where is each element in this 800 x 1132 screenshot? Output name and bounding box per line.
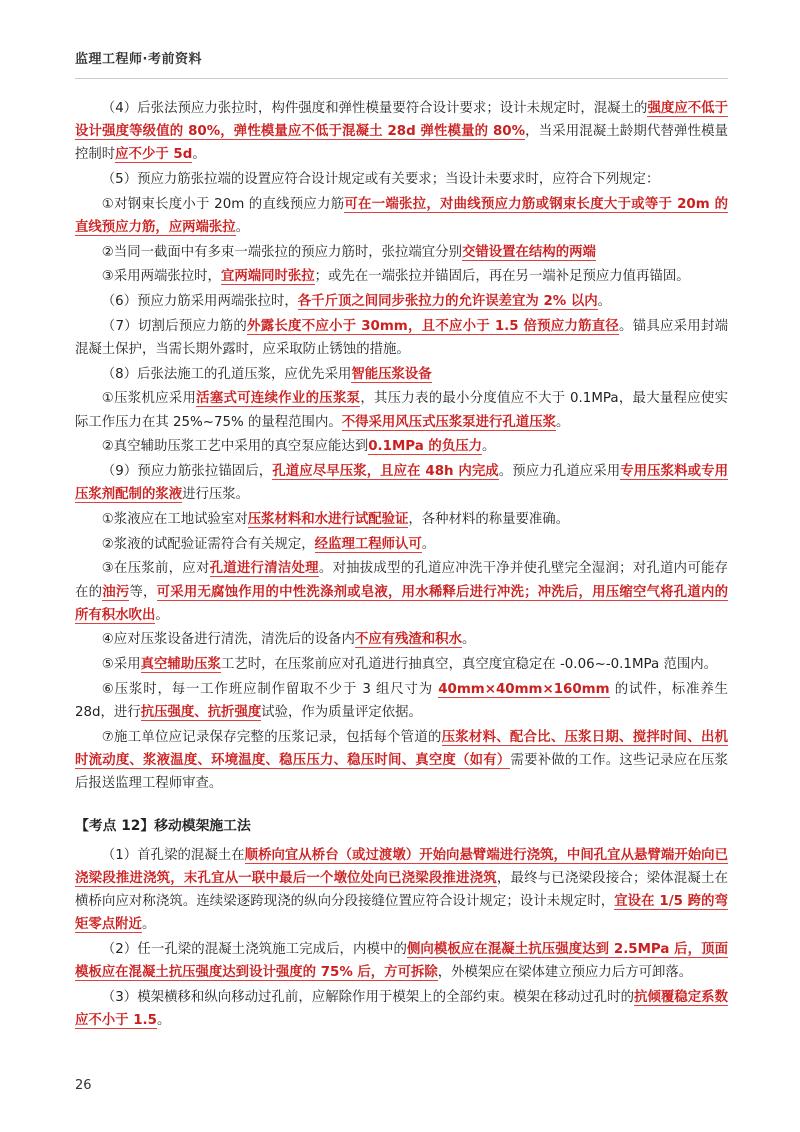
paragraph bbox=[75, 265, 728, 288]
text-run: ，其压力表的最小分度值应不大于 0.1MPa，最大量程应使实际工作压力在其 25%~75% 的量程范围内。 bbox=[75, 391, 728, 430]
text-run: 。 bbox=[461, 632, 476, 648]
highlighted-text: 0.1MPa 的负压力 bbox=[368, 439, 482, 455]
paragraph bbox=[75, 557, 728, 627]
text-run: ，各种材料的称量要准确。 bbox=[408, 511, 570, 527]
text-run: 。锚具应采用封端混凝土保护，当需长期外露时，应采取防止锈蚀的措施。 bbox=[75, 318, 728, 358]
highlighted-text: 宜设在 1/5 跨的弯矩零点附近 bbox=[75, 894, 729, 933]
highlighted-text: 压浆材料、配合比、压浆日期、搅拌时间、出机时流动度、浆液温度、环境温度、稳压压力、稳压时间、真空度（如有） bbox=[75, 729, 728, 768]
text-run: 。对抽拔成型的孔道应冲洗干净并使孔壁完全湿润；对孔道内可能存在的 bbox=[75, 561, 729, 600]
text-run: （3）模架横移和纵向移动过孔前，应解除作用于模架上的全部约束。模架在移动过孔时的 bbox=[101, 989, 635, 1005]
paragraph bbox=[75, 290, 728, 313]
paragraph bbox=[75, 363, 728, 386]
paragraph bbox=[75, 726, 728, 796]
highlighted-text: 侧向模板应在混凝土抗压强度达到 2.5MPa 后，顶面模板应在混凝土抗压强度达到设计强度的 75% 后，方可拆除 bbox=[75, 941, 729, 981]
text-run: 。 bbox=[141, 917, 156, 933]
header-divider bbox=[75, 78, 728, 79]
paragraph bbox=[75, 628, 728, 651]
section-heading: 【考点 12】移动模架施工法 bbox=[75, 818, 251, 835]
text-run: 。 bbox=[155, 607, 169, 623]
highlighted-text: 应不少于 5d bbox=[115, 147, 193, 163]
highlighted-text: 真空辅助压浆 bbox=[140, 657, 221, 673]
text-run: 。 bbox=[597, 294, 612, 310]
text-run: （1）首孔梁的混凝土在 bbox=[101, 847, 245, 863]
text-run: （7）切割后预应力筋的 bbox=[101, 318, 248, 334]
text-run: ，当采用混凝土龄期代替弹性模量控制时 bbox=[75, 124, 729, 163]
highlighted-text: 不应有残渣和积水 bbox=[354, 632, 462, 648]
paragraph bbox=[75, 387, 728, 433]
highlighted-text: 智能压浆设备 bbox=[351, 366, 432, 382]
paragraph bbox=[75, 508, 728, 531]
paragraph bbox=[75, 193, 728, 239]
text-run: ⑦施工单位应记录保存完整的压浆记录，包括每个管道的 bbox=[101, 729, 442, 745]
text-run: 工艺时，在压浆前应对孔道进行抽真空，真空度宜稳定在 -0.06~-0.1MPa 范围内。 bbox=[220, 657, 718, 673]
paragraph bbox=[75, 97, 728, 167]
highlighted-text: 压浆材料和水进行试配验证 bbox=[247, 511, 409, 527]
text-run: 。 bbox=[156, 1013, 171, 1029]
document-body bbox=[75, 97, 728, 1034]
highlighted-text: 外露长度不应小于 30mm，且不应小于 1.5 倍预应力筋直径 bbox=[247, 318, 620, 334]
text-run: 。 bbox=[555, 414, 570, 430]
text-run: （9）预应力筋张拉锚固后， bbox=[101, 464, 273, 480]
prestress-section bbox=[75, 97, 728, 795]
text-run: ②当同一截面中有多束一端张拉的预应力筋时，张拉端宜分别 bbox=[101, 244, 462, 260]
highlighted-text: 40mm×40mm×160mm bbox=[438, 681, 610, 697]
paragraph bbox=[75, 678, 728, 724]
paragraph bbox=[75, 844, 728, 937]
text-run: ③采用两端张拉时， bbox=[101, 269, 221, 285]
highlighted-text: 可采用无腐蚀作用的中性洗涤剂或皂液，用水稀释后进行冲洗；冲洗后，用压缩空气将孔道内的所有积水吹出 bbox=[75, 584, 729, 623]
text-run: 需要补做的工作。这些记录应在压浆后报送监理工程师审查。 bbox=[75, 752, 729, 792]
highlighted-text: 抗压强度、抗折强度 bbox=[140, 705, 262, 721]
text-run: ；或先在一端张拉并锚固后，再在另一端补足预应力值再锚固。 bbox=[314, 269, 690, 285]
paragraph bbox=[75, 533, 728, 556]
highlighted-text: 交错设置在结构的两端 bbox=[461, 244, 596, 260]
text-run: （6）预应力筋采用两端张拉时， bbox=[101, 294, 298, 310]
text-run: （4）后张法预应力张拉时，构件强度和弹性模量要符合设计要求；设计未规定时，混凝土的 bbox=[101, 101, 648, 116]
highlighted-text: 可在一端张拉，对曲线预应力筋或钢束长度大于或等于 20m 的直线预应力筋，应两端张拉 bbox=[75, 196, 728, 236]
highlighted-text: 各千斤顶之间同步张拉力的允许误差宜为 2% 以内 bbox=[297, 294, 598, 310]
text-run: （8）后张法施工的孔道压浆，应优先采用 bbox=[101, 366, 352, 382]
highlighted-text: 活塞式可连续作业的压浆泵 bbox=[196, 391, 361, 407]
highlighted-text: 油污 bbox=[102, 584, 130, 600]
page-number: 26 bbox=[75, 1078, 92, 1093]
highlighted-text: 抗倾覆稳定系数应不小于 1.5 bbox=[75, 989, 728, 1029]
text-run: ④应对压浆设备进行清洗，清洗后的设备内 bbox=[101, 632, 355, 648]
text-run: 。 bbox=[421, 536, 436, 552]
text-run: ③在压浆前，应对 bbox=[101, 561, 210, 577]
page-header: 监理工程师·考前资料 bbox=[75, 52, 202, 67]
text-run: ⑤采用 bbox=[101, 657, 141, 673]
paragraph bbox=[75, 435, 728, 458]
text-run: ②真空辅助压浆工艺中采用的真空泵应能达到 bbox=[101, 439, 369, 455]
highlighted-text: 不得采用风压式压浆泵进行孔道压浆 bbox=[341, 414, 556, 430]
text-run: 进行压浆。 bbox=[182, 487, 250, 503]
text-run: （2）任一孔梁的混凝土浇筑施工完成后，内模中的 bbox=[101, 941, 407, 957]
moving-formwork-section bbox=[75, 844, 728, 1033]
highlighted-text: 专用压浆料或专用压浆剂配制的浆液 bbox=[75, 464, 728, 503]
text-run: （5）预应力筋张拉端的设置应符合设计规定或有关要求；当设计未要求时，应符合下列规定： bbox=[101, 172, 660, 188]
paragraph bbox=[75, 938, 728, 984]
paragraph bbox=[75, 168, 728, 191]
highlighted-text: 强度应不低于设计强度等级值的 80%，弹性模量应不低于混凝土 28d 弹性模量的 80% bbox=[75, 101, 728, 140]
text-run: ①对钢束长度小于 20m 的直线预应力筋 bbox=[101, 196, 345, 212]
paragraph bbox=[75, 986, 728, 1032]
text-run: ，最终与已浇梁段接合；梁体混凝土在横桥向应对称浇筑。连续梁逐跨现浇的纵向分段接缝位置应符合设计规定；设计未规定时， bbox=[75, 870, 729, 909]
text-run: 等， bbox=[129, 584, 157, 600]
paragraph bbox=[75, 460, 728, 506]
text-run: ，外模架应在梁体建立预应力后方可卸落。 bbox=[437, 965, 693, 981]
text-run: ①压浆机应采用 bbox=[101, 391, 197, 407]
text-run: ⑥压浆时，每一工作班应制作留取不少于 3 组尺寸为 bbox=[101, 681, 439, 697]
highlighted-text: 顺桥向宜从桥台（或过渡墩）开始向悬臂端进行浇筑，中间孔宜从悬臂端开始向已浇梁段推进浇筑，末孔宜从一联中最后一个墩位处向已浇梁段推进浇筑 bbox=[75, 847, 728, 886]
text-run: 的试件，标准养生 28d，进行 bbox=[75, 681, 728, 721]
paragraph bbox=[75, 315, 728, 361]
highlighted-text: 孔道进行清洁处理 bbox=[209, 561, 319, 577]
text-run: 。 bbox=[235, 220, 250, 236]
text-run: 。 bbox=[192, 147, 206, 163]
text-run: ①浆液应在工地试验室对 bbox=[101, 511, 248, 527]
text-run: 。预应力孔道应采用 bbox=[498, 464, 621, 480]
text-run: 试验，作为质量评定依据。 bbox=[261, 705, 422, 721]
highlighted-text: 经监理工程师认可 bbox=[314, 536, 422, 552]
paragraph bbox=[75, 653, 728, 676]
paragraph bbox=[75, 241, 728, 264]
highlighted-text: 孔道应尽早压浆，且应在 48h 内完成 bbox=[272, 464, 499, 480]
text-run: 。 bbox=[482, 439, 496, 455]
highlighted-text: 宜两端同时张拉 bbox=[220, 269, 315, 285]
text-run: ②浆液的试配验证需符合有关规定， bbox=[101, 536, 315, 552]
